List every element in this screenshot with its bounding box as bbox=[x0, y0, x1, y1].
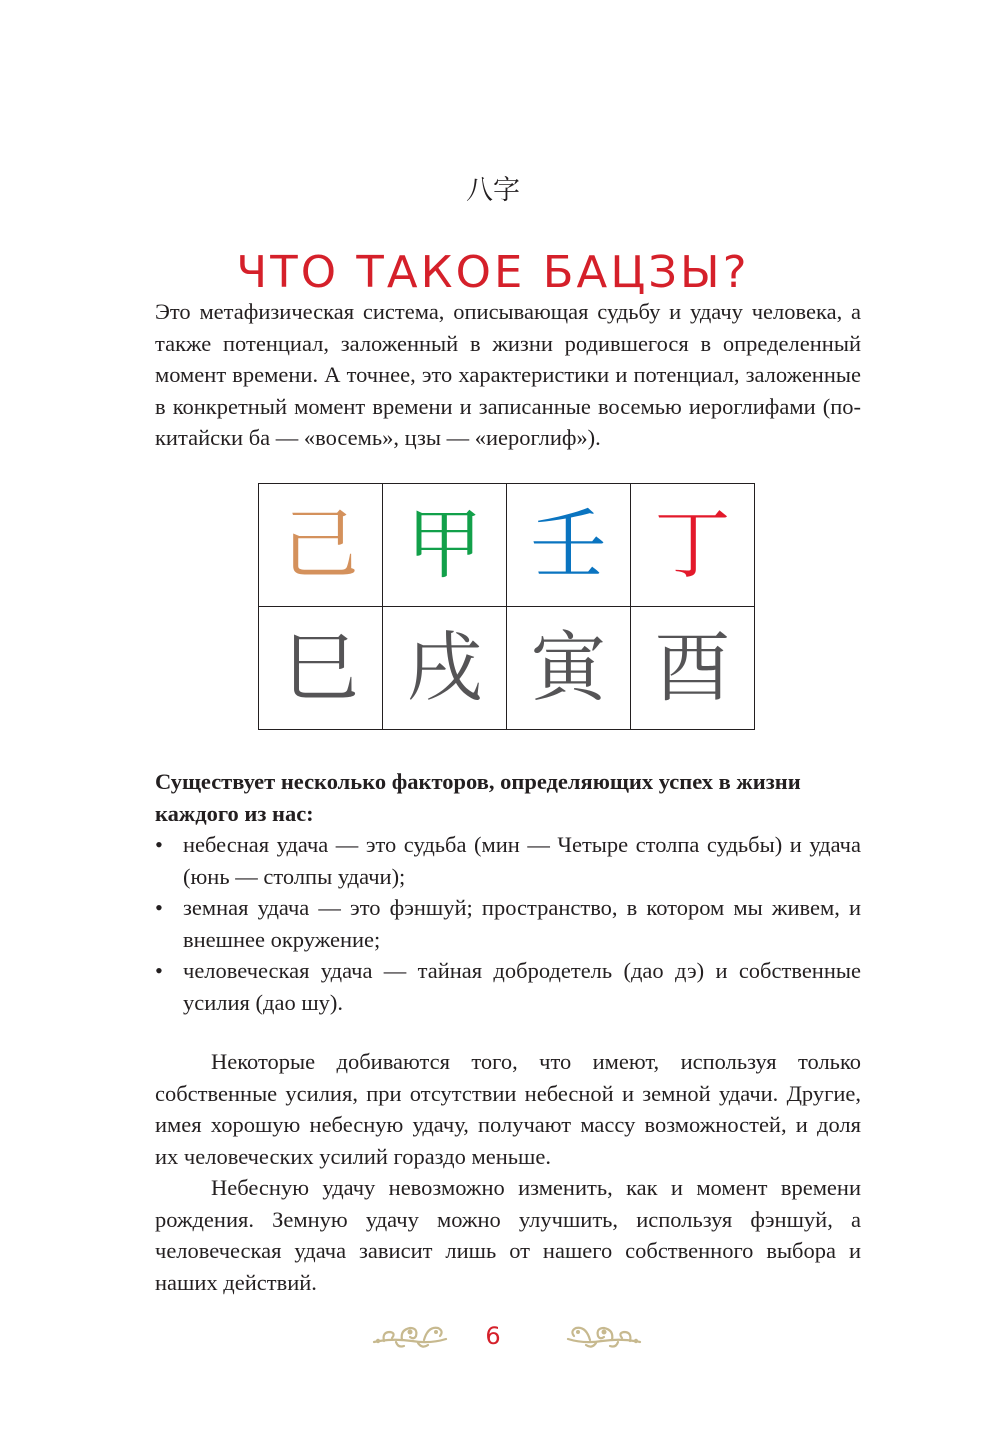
stem-cell-4: 丁 bbox=[631, 484, 755, 607]
page-footer bbox=[0, 1318, 986, 1358]
list-item bbox=[155, 829, 861, 892]
factors-list bbox=[155, 829, 861, 1018]
branch-cell-2: 戌 bbox=[383, 607, 507, 730]
bullet-icon: • bbox=[155, 895, 163, 920]
branch-cell-3: 寅 bbox=[507, 607, 631, 730]
branch-cell-4: 酉 bbox=[631, 607, 755, 730]
body-paragraph-3: Небесную удачу невозможно изменить, как и момент времени рождения. Земную удачу можно улучшить, используя фэншуй, а человеческая удача зависит лишь от нашего собственного выбора и наших действий. bbox=[155, 1175, 861, 1295]
floral-ornament-icon bbox=[372, 1318, 448, 1352]
page-number: 6 bbox=[485, 1322, 501, 1350]
branch-cell-1: 巳 bbox=[259, 607, 383, 730]
page-title: ЧТО ТАКОЕ БАЦЗЫ? bbox=[236, 247, 750, 299]
list-item-text: небесная удача — это судьба (мин — Четыре столпа судьбы) и удача (юнь — столпы удачи); bbox=[183, 832, 861, 889]
list-item-text: земная удача — это фэншуй; пространство, в котором мы живем, и внешнее окружение; bbox=[183, 895, 861, 952]
floral-ornament-icon bbox=[566, 1318, 642, 1352]
stem-cell-3: 壬 bbox=[507, 484, 631, 607]
heavenly-stems-row bbox=[259, 484, 755, 607]
stem-cell-2: 甲 bbox=[383, 484, 507, 607]
list-item bbox=[155, 892, 861, 955]
bazi-table bbox=[258, 483, 755, 730]
list-item bbox=[155, 955, 861, 1018]
bullet-icon: • bbox=[155, 832, 163, 857]
bullet-icon: • bbox=[155, 958, 163, 983]
list-item-text: человеческая удача — тайная добродетель (дао дэ) и собственные усилия (дао шу). bbox=[183, 958, 861, 1015]
stem-cell-1: 己 bbox=[259, 484, 383, 607]
body-paragraph-2: Некоторые добиваются того, что имеют, используя только собственные усилия, при отсутствии небесной и земной удачи. Другие, имея хорошую небесную удачу, получают массу возможностей, и доля их человеческих усилий гораздо меньше. bbox=[155, 1049, 861, 1169]
chapter-kanji: 八字 bbox=[466, 175, 520, 206]
intro-paragraph: Это метафизическая система, описывающая судьбу и удачу человека, а также потенциал, заложенный в жизни родившегося в определенный момент времени. А точнее, это характеристики и потенциал, заложенные в конкретный момент времени и записанные восемью иероглифами (по-китайски ба — «восемь», цзы — «иероглиф»). bbox=[155, 299, 861, 450]
factors-heading: Существует несколько факторов, определяющих успех в жизни каждого из нас: bbox=[155, 769, 801, 826]
earthly-branches-row bbox=[259, 607, 755, 730]
